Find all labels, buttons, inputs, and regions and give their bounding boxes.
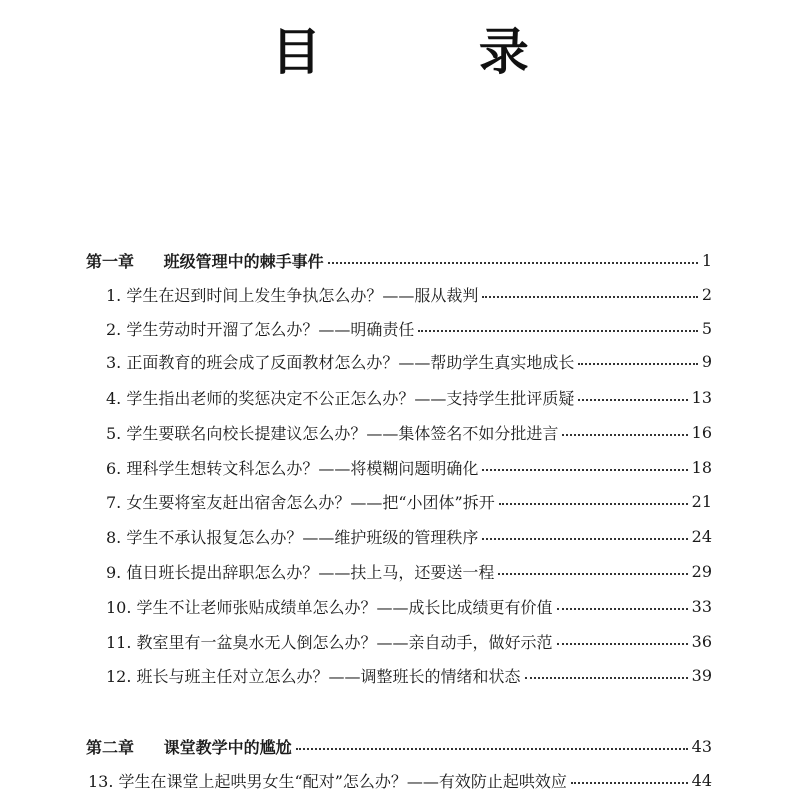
entry-text: 学生不让老师张贴成绩单怎么办？——成长比成绩更有价值 bbox=[136, 597, 553, 617]
page-number: 33 bbox=[691, 596, 712, 616]
entry-number: 1. bbox=[106, 285, 122, 305]
chapter-heading[interactable] bbox=[0, 731, 800, 761]
toc-entry[interactable] bbox=[0, 417, 800, 447]
dot-leader bbox=[562, 434, 687, 436]
toc-entry[interactable] bbox=[0, 382, 800, 412]
toc-entry[interactable] bbox=[0, 660, 800, 690]
toc-entry[interactable] bbox=[0, 521, 800, 551]
entry-text: 理科学生想转文科怎么办？——将模糊问题明确化 bbox=[126, 458, 479, 478]
page-number: 5 bbox=[701, 318, 712, 338]
entry-text: 学生在迟到时间上发生争执怎么办？——服从裁判 bbox=[126, 285, 479, 305]
entry-text: 班长与班主任对立怎么办？——调整班长的情绪和状态 bbox=[136, 666, 521, 686]
entry-number: 8. bbox=[106, 527, 122, 547]
entry-number: 11. bbox=[106, 632, 132, 652]
page-number: 2 bbox=[701, 284, 712, 304]
page-number: 24 bbox=[691, 526, 712, 546]
toc-entry[interactable] bbox=[0, 452, 800, 482]
entry-number: 6. bbox=[106, 458, 122, 478]
entry-number: 5. bbox=[106, 423, 122, 443]
dot-leader bbox=[296, 748, 688, 750]
toc-entry[interactable] bbox=[0, 591, 800, 621]
dot-leader bbox=[525, 677, 688, 679]
page-number: 1 bbox=[701, 250, 712, 270]
entry-text: 正面教育的班会成了反面教材怎么办？——帮助学生真实地成长 bbox=[126, 352, 575, 372]
entry-text: 学生指出老师的奖惩决定不公正怎么办？——支持学生批评质疑 bbox=[126, 388, 575, 408]
page-number: 39 bbox=[691, 665, 712, 685]
entry-text: 学生劳动时开溜了怎么办？——明确责任 bbox=[126, 319, 415, 339]
toc-entry[interactable] bbox=[0, 313, 800, 343]
toc-entry[interactable] bbox=[0, 279, 800, 309]
entry-number: 13. bbox=[88, 771, 114, 791]
page-number: 21 bbox=[691, 491, 712, 511]
dot-leader bbox=[482, 296, 697, 298]
entry-text: 教室里有一盆臭水无人倒怎么办？——亲自动手，做好示范 bbox=[136, 632, 553, 652]
page-number: 29 bbox=[691, 561, 712, 581]
entry-text: 学生在课堂上起哄男女生“配对”怎么办？——有效防止起哄效应 bbox=[118, 771, 567, 791]
dot-leader bbox=[571, 782, 688, 784]
dot-leader bbox=[418, 330, 697, 332]
chapter-title: 班级管理中的棘手事件 bbox=[163, 251, 324, 271]
chapter-number: 第二章 bbox=[86, 737, 135, 757]
chapter-title: 课堂教学中的尴尬 bbox=[163, 737, 292, 757]
page-number: 9 bbox=[701, 351, 712, 371]
chapter-heading[interactable] bbox=[0, 245, 800, 275]
entry-number: 2. bbox=[106, 319, 122, 339]
dot-leader bbox=[578, 399, 687, 401]
entry-number: 10. bbox=[106, 597, 132, 617]
dot-leader bbox=[557, 643, 688, 645]
toc-entry[interactable] bbox=[0, 765, 800, 795]
page-number: 36 bbox=[691, 631, 712, 651]
dot-leader bbox=[557, 608, 688, 610]
entry-number: 9. bbox=[106, 562, 122, 582]
page-title: 目 录 bbox=[271, 23, 599, 81]
toc-entry[interactable] bbox=[0, 346, 800, 376]
dot-leader bbox=[482, 538, 687, 540]
toc-entry[interactable] bbox=[0, 626, 800, 656]
dot-leader bbox=[482, 469, 687, 471]
entry-text: 学生不承认报复怎么办？——维护班级的管理秩序 bbox=[126, 527, 479, 547]
dot-leader bbox=[578, 363, 697, 365]
page-number: 13 bbox=[691, 387, 712, 407]
chapter-number: 第一章 bbox=[86, 251, 135, 271]
entry-text: 女生要将室友赶出宿舍怎么办？——把“小团体”拆开 bbox=[126, 492, 495, 512]
dot-leader bbox=[498, 573, 687, 575]
toc-entry[interactable] bbox=[0, 556, 800, 586]
entry-text: 学生要联名向校长提建议怎么办？——集体签名不如分批进言 bbox=[126, 423, 559, 443]
toc-entry[interactable] bbox=[0, 486, 800, 516]
entry-number: 12. bbox=[106, 666, 132, 686]
dot-leader bbox=[328, 262, 698, 264]
entry-number: 4. bbox=[106, 388, 122, 408]
entry-number: 3. bbox=[106, 352, 122, 372]
page-number: 18 bbox=[691, 457, 712, 477]
entry-text: 值日班长提出辞职怎么办？——扶上马，还要送一程 bbox=[126, 562, 495, 582]
dot-leader bbox=[499, 503, 688, 505]
entry-number: 7. bbox=[106, 492, 122, 512]
page-number: 16 bbox=[691, 422, 712, 442]
page-number: 43 bbox=[691, 736, 712, 756]
page-number: 44 bbox=[691, 770, 712, 790]
